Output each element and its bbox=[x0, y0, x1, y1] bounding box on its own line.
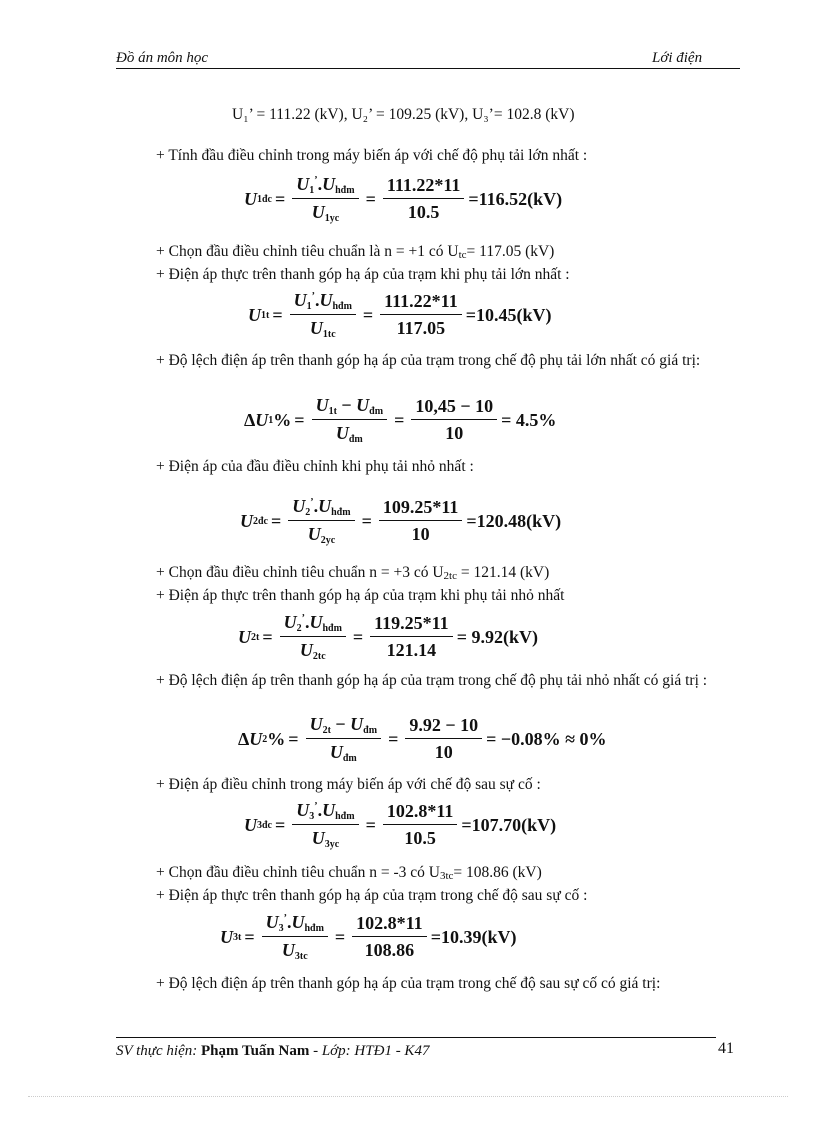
equation-u2t: U 2t = $\frac{U_2^’.U_{hđm}}{U_{2tc}}$ = $\frac{119.25*11}{121.14}$ = 9.92(kV) bbox=[238, 612, 538, 662]
para-actual-voltage-min: + Điện áp thực trên thanh góp hạ áp của trạm khi phụ tải nhỏ nhất bbox=[156, 587, 565, 604]
page-number: 41 bbox=[718, 1040, 734, 1057]
header-right: Lới điện bbox=[652, 50, 703, 66]
equation-u3dc: U 3đc = $\frac{U_3^’.U_{hđm}}{U_{3yc}}$ = $\frac{102.8*11}{10.5}$ =107.70(kV) bbox=[244, 800, 557, 850]
para-choose-tap-3: + Chọn đầu điều chỉnh tiêu chuẩn n = -3 có U3tc= 108.86 (kV) bbox=[156, 864, 542, 882]
bottom-dotted-rule bbox=[28, 1096, 788, 1097]
para-deviation-min: + Độ lệch điện áp trên thanh góp hạ áp của trạm trong chế độ phụ tải nhỏ nhất có giá trị : bbox=[156, 672, 708, 689]
equation-du1: Δ U 1 % = $\frac{U_{1t} - U_{đm}}{U_{đm}}$ = $\frac{10,45 - 10}{10}$ = 4.5% bbox=[244, 395, 557, 445]
equation-du2: Δ U 2 % = $\frac{U_{2t} - U_{đm}}{U_{đm}}$ = $\frac{9.92 - 10}{10}$ = −0.08% ≈ 0% bbox=[238, 714, 607, 764]
equation-u2dc: U 2đc = $\frac{U_2^’.U_{hđm}}{U_{2yc}}$ = $\frac{109.25*11}{10}$ =120.48(kV) bbox=[240, 496, 562, 546]
footer-rule bbox=[116, 1037, 716, 1038]
para-tap-max: + Tính đầu điều chỉnh trong máy biến áp với chế độ phụ tải lớn nhất : bbox=[156, 147, 588, 164]
para-deviation-max: + Độ lệch điện áp trên thanh góp hạ áp của trạm trong chế độ phụ tải lớn nhất có giá trị: bbox=[156, 352, 701, 369]
para-actual-voltage-max: + Điện áp thực trên thanh góp hạ áp của trạm khi phụ tải lớn nhất : bbox=[156, 266, 570, 283]
voltage-values: U₁’ = 111.22 (kV), U₂’ = 109.25 (kV), U₃’= 102.8 (kV) bbox=[232, 106, 575, 123]
header-left: Đồ án môn học bbox=[116, 50, 209, 66]
para-tap-min: + Điện áp của đầu điều chỉnh khi phụ tải nhỏ nhất : bbox=[156, 458, 474, 475]
equation-u1dc: U 1đc = $\frac{U_1^’.U_{hđm}}{U_{1yc}}$ = $\frac{111.22*11}{10.5}$ =116.52(kV) bbox=[244, 174, 563, 224]
footer: SV thực hiện: Phạm Tuấn Nam - Lớp: HTĐ1 - K47 bbox=[116, 1043, 430, 1059]
para-tap-fault: + Điện áp điều chỉnh trong máy biến áp với chế độ sau sự cố : bbox=[156, 776, 541, 793]
para-choose-tap-2: + Chọn đầu điều chỉnh tiêu chuẩn n = +3 có U2tc = 121.14 (kV) bbox=[156, 564, 550, 582]
para-choose-tap-1: + Chọn đầu điều chỉnh tiêu chuẩn là n = +1 có Utc= 117.05 (kV) bbox=[156, 243, 555, 261]
para-actual-voltage-fault: + Điện áp thực trên thanh góp hạ áp của trạm trong chế độ sau sự cố : bbox=[156, 887, 588, 904]
equation-u1t: U 1t = $\frac{U_1^’.U_{hđm}}{U_{1tc}}$ = $\frac{111.22*11}{117.05}$ =10.45(kV) bbox=[248, 290, 552, 340]
equation-u3t: U 3t = $\frac{U_3^’.U_{hđm}}{U_{3tc}}$ = $\frac{102.8*11}{108.86}$ =10.39(kV) bbox=[220, 912, 517, 962]
para-deviation-fault: + Độ lệch điện áp trên thanh góp hạ áp của trạm trong chế độ sau sự cố có giá trị: bbox=[156, 975, 661, 992]
header-rule bbox=[116, 68, 740, 69]
